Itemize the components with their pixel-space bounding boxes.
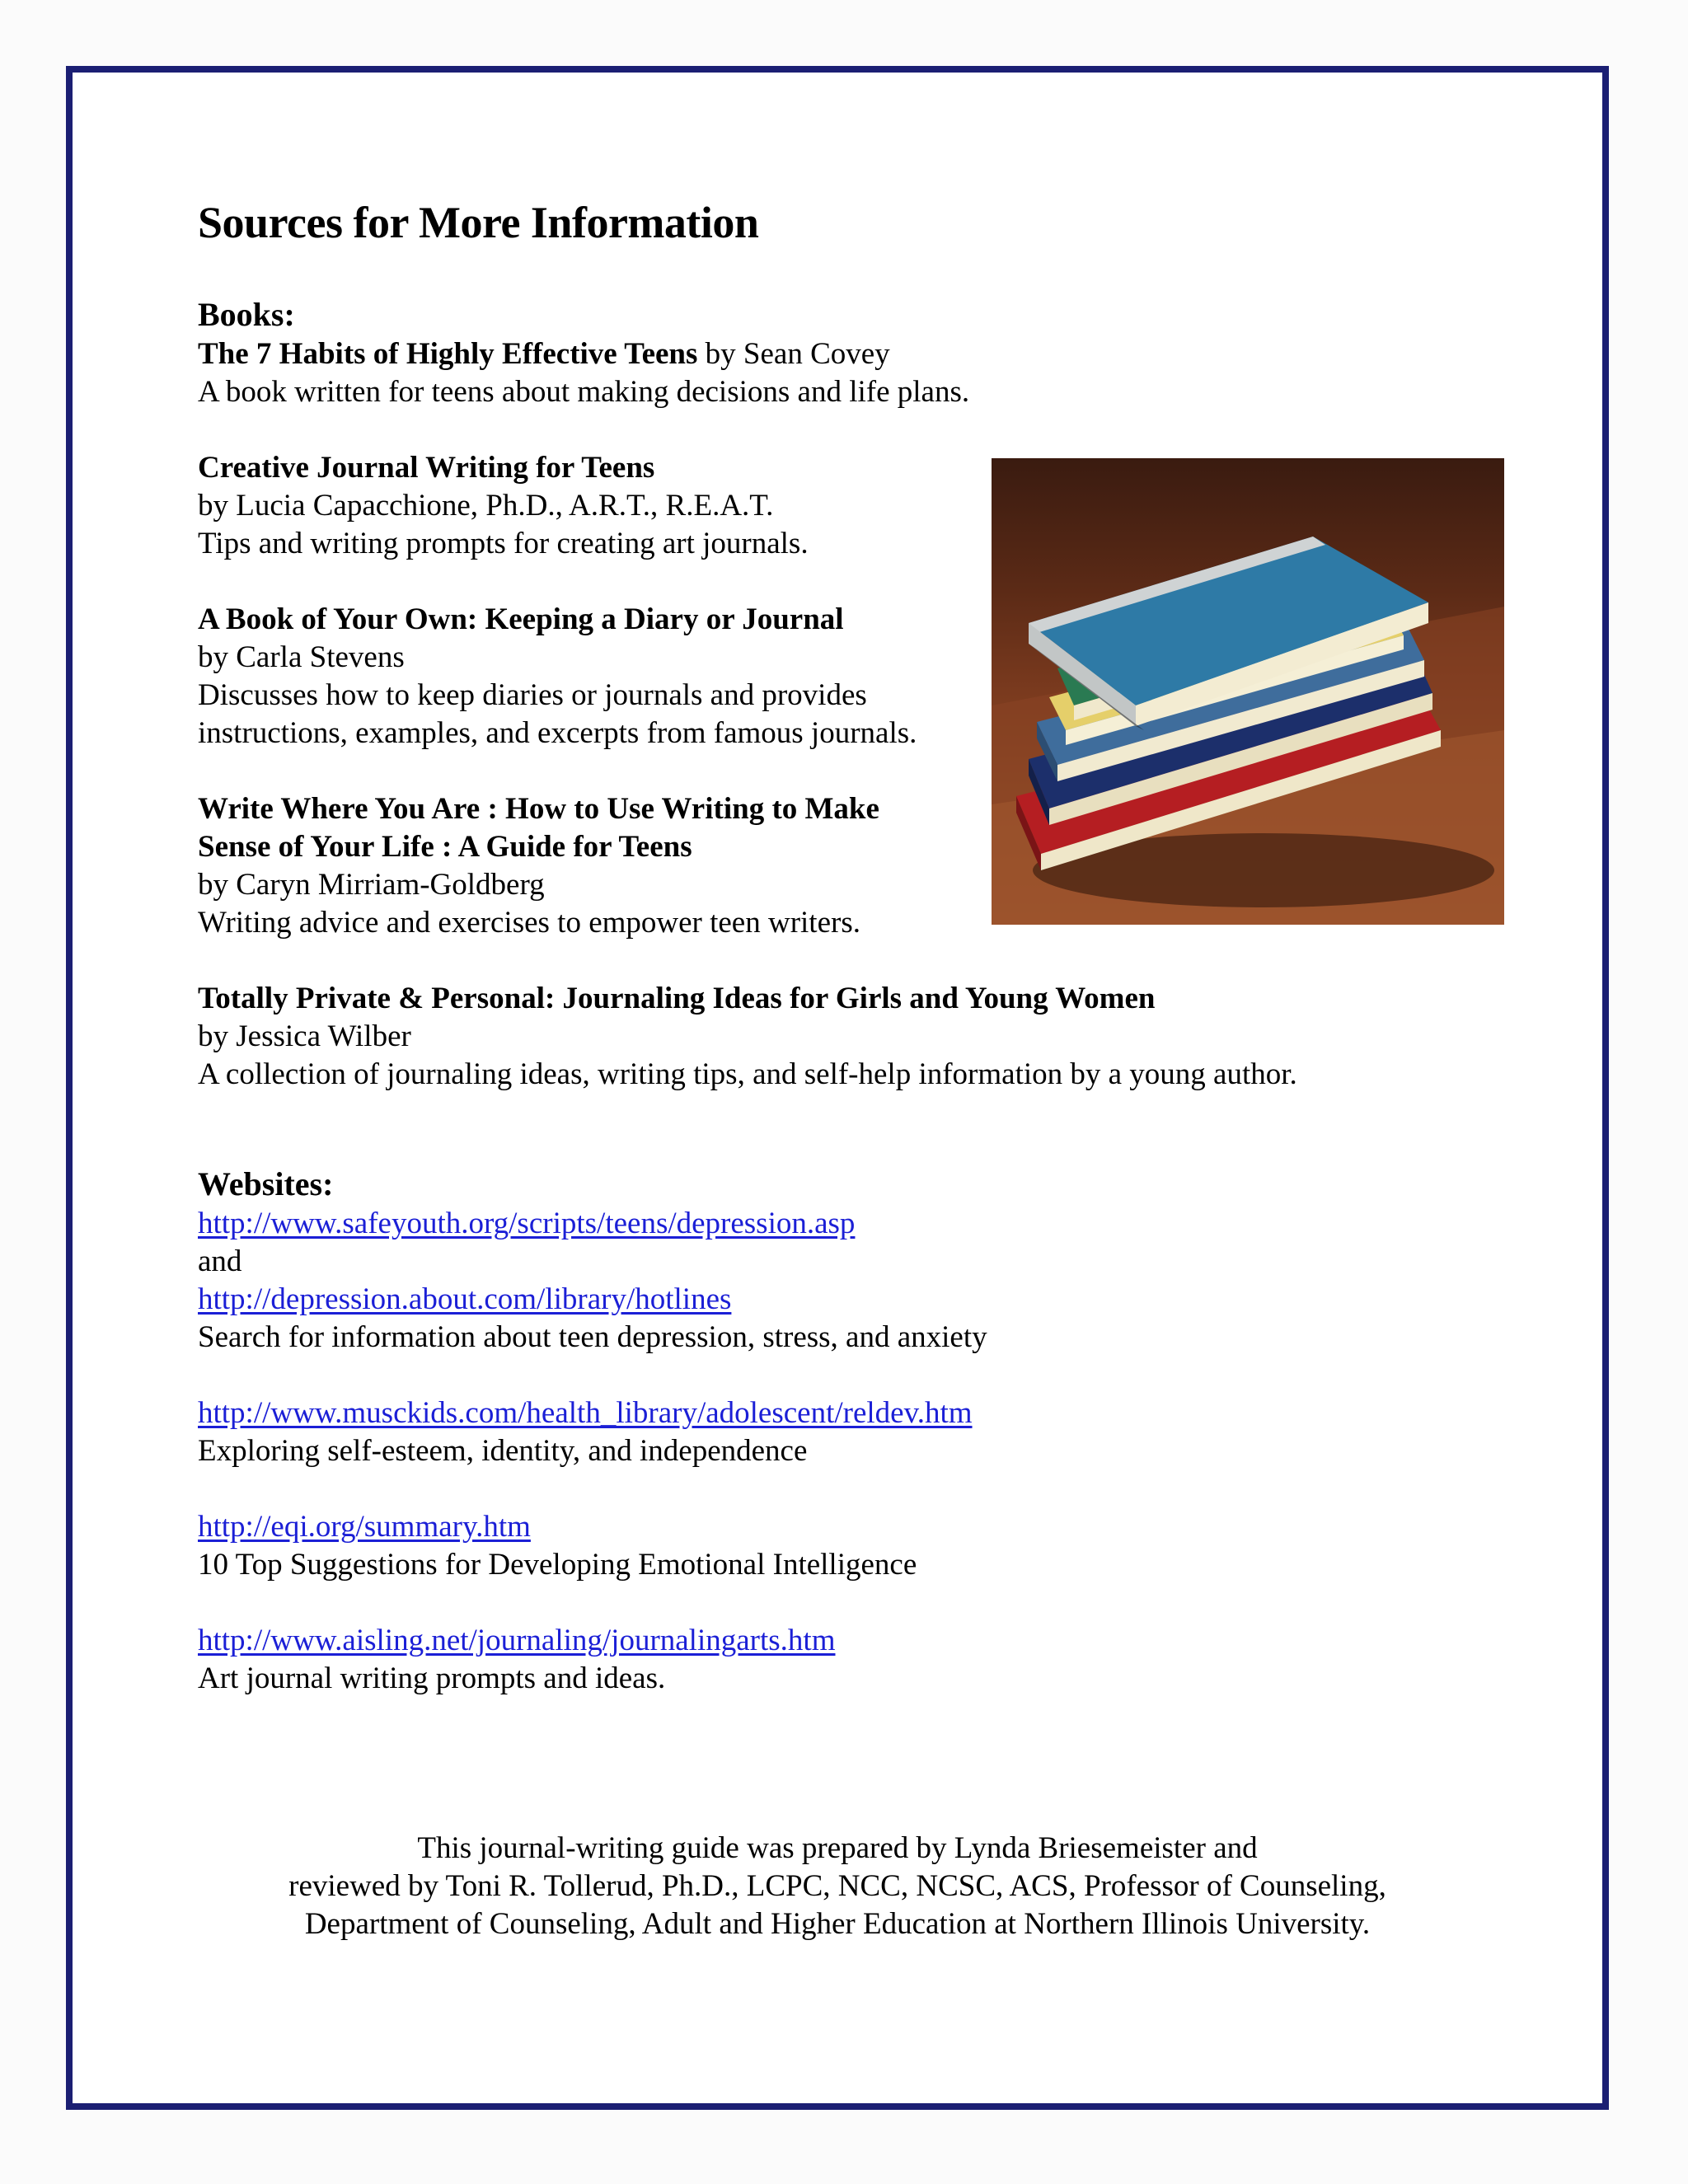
book-title: The 7 Habits of Highly Effective Teens [198,337,698,371]
book-title: Write Where You Are : How to Use Writing to Make Sense of Your Life : A Guide for Teens [198,792,879,864]
book-description: A book written for teens about making decisions and life plans. [198,375,970,409]
website-link[interactable]: http://depression.about.com/library/hotlines [198,1282,732,1316]
footer-line: reviewed by Toni R. Tollerud, Ph.D., LCPC, NCC, NCSC, ACS, Professor of Counseling, [288,1869,1386,1903]
book-entry [198,449,964,563]
website-entry [198,1622,1533,1698]
book-entry [198,790,964,942]
book-author: by Sean Covey [697,337,890,371]
book-description: Writing advice and exercises to empower teen writers. [198,906,860,940]
book-author: by Lucia Capacchione, Ph.D., A.R.T., R.E.A.T. [198,489,774,523]
book-description: Discusses how to keep diaries or journals and provides instructions, examples, and excerpts from famous journals. [198,678,917,750]
book-title-line [198,335,1533,373]
main-content [198,194,1533,1736]
websites-section-heading: Websites: [198,1165,334,1202]
book-entry [198,601,964,752]
website-entry [198,1394,1533,1470]
website-description: Search for information about teen depression, stress, and anxiety [198,1320,987,1354]
book-description: Tips and writing prompts for creating art journals. [198,527,809,560]
book-author: by Carla Stevens [198,640,405,674]
website-link[interactable]: http://www.safeyouth.org/scripts/teens/depression.asp [198,1207,856,1240]
website-entry [198,1205,1533,1357]
page-title: Sources for More Information [198,198,759,247]
book-author: by Jessica Wilber [198,1019,411,1053]
website-description: Exploring self-esteem, identity, and independence [198,1434,808,1468]
footer-line: This journal-writing guide was prepared by Lynda Briesemeister and [417,1831,1258,1865]
book-author: by Caryn Mirriam-Goldberg [198,868,545,902]
book-title: A Book of Your Own: Keeping a Diary or Journal [198,602,844,636]
footer-line: Department of Counseling, Adult and Higher Education at Northern Illinois University. [304,1907,1371,1941]
book-title: Totally Private & Personal: Journaling Ideas for Girls and Young Women [198,982,1156,1015]
website-link[interactable]: http://www.musckids.com/health_library/adolescent/reldev.htm [198,1396,973,1430]
website-link[interactable]: http://www.aisling.net/journaling/journalingarts.htm [198,1624,836,1657]
book-entry [198,335,1533,411]
book-entry [198,980,1533,1094]
book-description: A collection of journaling ideas, writing tips, and self-help information by a young author. [198,1057,1297,1091]
credits-footer [66,1830,1609,1943]
website-description: Art journal writing prompts and ideas. [198,1661,666,1695]
website-link[interactable]: http://eqi.org/summary.htm [198,1510,531,1544]
connector-text: and [198,1244,242,1278]
website-description: 10 Top Suggestions for Developing Emotional Intelligence [198,1548,917,1582]
website-entry [198,1508,1533,1584]
books-section-heading: Books: [198,296,295,333]
book-title: Creative Journal Writing for Teens [198,451,655,485]
